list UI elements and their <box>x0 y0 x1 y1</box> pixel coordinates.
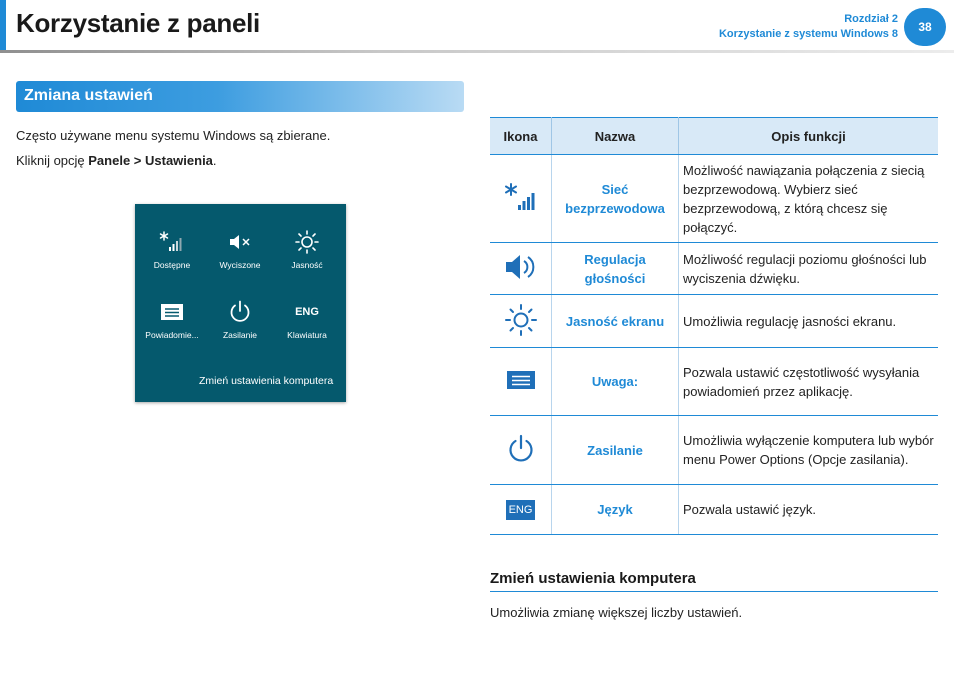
table-row <box>490 485 938 535</box>
row-description: Pozwala ustawić częstotliwość wysyłania powiadomień przez aplikację. <box>679 348 939 416</box>
header-divider <box>0 50 954 53</box>
table-row <box>490 243 938 295</box>
table-row <box>490 416 938 485</box>
volume-icon <box>490 243 552 295</box>
table-row <box>490 295 938 348</box>
row-description: Pozwala ustawić język. <box>679 485 939 535</box>
row-name: Jasność ekranu <box>552 295 679 348</box>
row-name: Język <box>552 485 679 535</box>
brightness-icon <box>490 295 552 348</box>
network-icon <box>137 224 207 260</box>
brightness-icon <box>272 224 342 260</box>
chapter-info <box>719 12 898 42</box>
row-description: Możliwość nawiązania połączenia z siecią bezprzewodową. Wybierz sieć bezprzewodową, z którą chcesz się połączyć. <box>679 155 939 243</box>
panel-tile-label: Wyciszone <box>219 260 261 270</box>
table-row <box>490 348 938 416</box>
instruction-paragraph <box>16 153 217 168</box>
panel-tile-volume[interactable] <box>205 224 275 270</box>
functions-table <box>490 117 938 535</box>
notifications-icon <box>137 294 207 330</box>
row-description: Umożliwia wyłączenie komputera lub wybór menu Power Options (Opcje zasilania). <box>679 416 939 485</box>
panel-tile-label: Dostępne <box>153 260 191 270</box>
instruction-suffix: . <box>212 153 217 168</box>
row-name: Zasilanie <box>552 416 679 485</box>
language-icon <box>490 485 552 535</box>
chapter-label: Rozdział 2 <box>844 13 898 25</box>
panel-tile-notifications[interactable] <box>137 294 207 340</box>
power-icon <box>490 416 552 485</box>
instruction-path: Panele > Ustawienia <box>88 153 213 168</box>
keyboard-icon <box>272 294 342 330</box>
network-icon <box>490 155 552 243</box>
column-header-description: Opis funkcji <box>679 118 939 155</box>
panel-tile-label: Klawiatura <box>287 330 327 340</box>
instruction-prefix: Kliknij opcję <box>16 153 89 168</box>
page-number-badge: 38 <box>904 8 946 46</box>
row-name: Sieć bezprzewodowa <box>552 155 679 243</box>
panel-tile-label: Jasność <box>291 260 323 270</box>
section-heading-bar <box>16 81 464 112</box>
header-accent-bar <box>0 0 6 50</box>
column-header-icon: Ikona <box>490 118 552 155</box>
settings-panel-screenshot <box>135 204 346 402</box>
panel-tile-label: Powiadomie... <box>145 330 199 340</box>
panel-tile-network[interactable] <box>137 224 207 270</box>
row-description: Możliwość regulacji poziomu głośności lub wyciszenia dźwięku. <box>679 243 939 295</box>
volume-mute-icon <box>205 224 275 260</box>
subsection-title: Zmień ustawienia komputera <box>490 570 938 592</box>
column-header-name: Nazwa <box>552 118 679 155</box>
row-name: Uwaga: <box>552 348 679 416</box>
panel-tile-brightness[interactable] <box>272 224 342 270</box>
table-header-row <box>490 118 938 155</box>
subsection-text: Umożliwia zmianę większej liczby ustawień. <box>490 605 743 620</box>
language-icon-text: ENG <box>506 500 536 520</box>
keyboard-language-text: ENG <box>295 306 319 318</box>
notifications-icon <box>490 348 552 416</box>
section-title: Zmiana ustawień <box>24 87 153 104</box>
intro-paragraph: Często używane menu systemu Windows są zbierane. <box>16 128 331 143</box>
row-name: Regulacja głośności <box>552 243 679 295</box>
chapter-name: Korzystanie z systemu Windows 8 <box>718 28 898 40</box>
panel-tile-keyboard[interactable] <box>272 294 342 340</box>
panel-tile-label: Zasilanie <box>222 330 258 340</box>
power-icon <box>205 294 275 330</box>
panel-tile-power[interactable] <box>205 294 275 340</box>
row-description: Umożliwia regulację jasności ekranu. <box>679 295 939 348</box>
page-title: Korzystanie z paneli <box>16 8 260 38</box>
table-row <box>490 155 938 243</box>
change-pc-settings-link[interactable]: Zmień ustawienia komputera <box>199 375 334 387</box>
